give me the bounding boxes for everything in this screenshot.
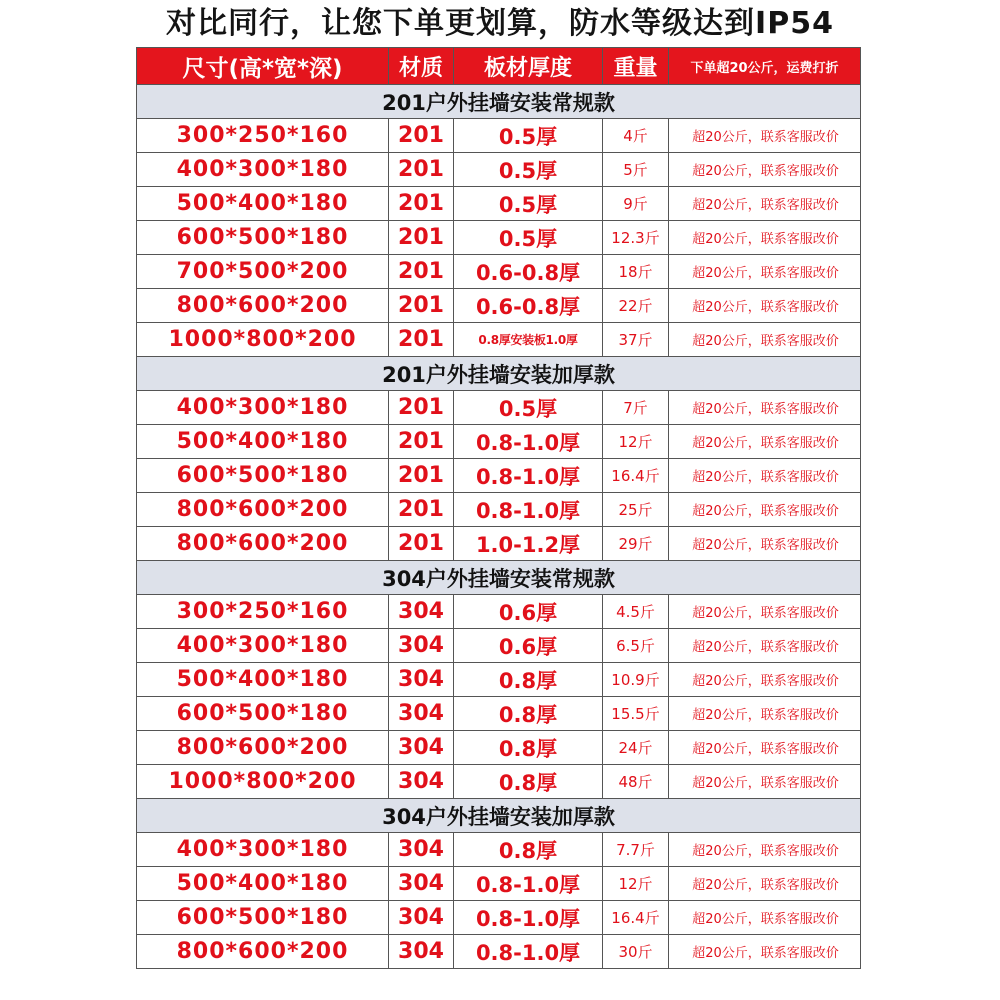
cell-material: 304 — [389, 765, 454, 799]
cell-weight: 10.9斤 — [603, 663, 669, 697]
cell-note: 超20公斤，联系客服改价 — [669, 765, 861, 799]
cell-note: 超20公斤，联系客服改价 — [669, 595, 861, 629]
cell-weight: 25斤 — [603, 493, 669, 527]
cell-material: 304 — [389, 731, 454, 765]
cell-size: 600*500*180 — [137, 459, 389, 493]
cell-note: 超20公斤，联系客服改价 — [669, 629, 861, 663]
cell-thickness: 0.8厚安装板1.0厚 — [454, 323, 603, 357]
cell-material: 304 — [389, 595, 454, 629]
cell-thickness: 0.5厚 — [454, 119, 603, 153]
cell-thickness: 0.6厚 — [454, 629, 603, 663]
cell-weight: 12.3斤 — [603, 221, 669, 255]
price-table — [136, 47, 861, 969]
cell-size: 800*600*200 — [137, 935, 389, 969]
cell-note: 超20公斤，联系客服改价 — [669, 493, 861, 527]
cell-weight: 18斤 — [603, 255, 669, 289]
cell-weight: 37斤 — [603, 323, 669, 357]
cell-size: 300*250*160 — [137, 595, 389, 629]
table-row — [137, 901, 861, 935]
table-row — [137, 425, 861, 459]
table-row — [137, 663, 861, 697]
cell-note: 超20公斤，联系客服改价 — [669, 187, 861, 221]
cell-thickness: 0.5厚 — [454, 391, 603, 425]
table-row — [137, 391, 861, 425]
cell-weight: 29斤 — [603, 527, 669, 561]
cell-size: 800*600*200 — [137, 289, 389, 323]
cell-weight: 7.7斤 — [603, 833, 669, 867]
cell-material: 304 — [389, 663, 454, 697]
cell-material: 304 — [389, 935, 454, 969]
cell-weight: 24斤 — [603, 731, 669, 765]
table-row — [137, 255, 861, 289]
cell-material: 201 — [389, 493, 454, 527]
cell-thickness: 0.6-0.8厚 — [454, 255, 603, 289]
table-row — [137, 731, 861, 765]
cell-thickness: 0.8厚 — [454, 663, 603, 697]
cell-note: 超20公斤，联系客服改价 — [669, 901, 861, 935]
cell-material: 201 — [389, 255, 454, 289]
cell-material: 201 — [389, 459, 454, 493]
section-title: 201户外挂墙安装加厚款 — [137, 357, 861, 391]
section-title: 304户外挂墙安装常规款 — [137, 561, 861, 595]
cell-note: 超20公斤，联系客服改价 — [669, 527, 861, 561]
cell-material: 201 — [389, 391, 454, 425]
table-row — [137, 153, 861, 187]
header-material: 材质 — [389, 48, 454, 85]
cell-size: 1000*800*200 — [137, 765, 389, 799]
cell-weight: 16.4斤 — [603, 459, 669, 493]
cell-weight: 12斤 — [603, 867, 669, 901]
table-row — [137, 187, 861, 221]
header-thickness: 板材厚度 — [454, 48, 603, 85]
cell-size: 500*400*180 — [137, 425, 389, 459]
cell-note: 超20公斤，联系客服改价 — [669, 425, 861, 459]
cell-material: 201 — [389, 119, 454, 153]
cell-size: 500*400*180 — [137, 867, 389, 901]
section-title: 201户外挂墙安装常规款 — [137, 85, 861, 119]
cell-thickness: 0.8厚 — [454, 731, 603, 765]
header-weight: 重量 — [603, 48, 669, 85]
cell-size: 400*300*180 — [137, 391, 389, 425]
cell-weight: 15.5斤 — [603, 697, 669, 731]
cell-material: 304 — [389, 901, 454, 935]
cell-material: 304 — [389, 833, 454, 867]
cell-thickness: 0.8-1.0厚 — [454, 867, 603, 901]
cell-thickness: 0.8厚 — [454, 697, 603, 731]
table-row — [137, 935, 861, 969]
cell-size: 400*300*180 — [137, 629, 389, 663]
cell-note: 超20公斤，联系客服改价 — [669, 935, 861, 969]
cell-note: 超20公斤，联系客服改价 — [669, 459, 861, 493]
table-row — [137, 595, 861, 629]
cell-size: 600*500*180 — [137, 221, 389, 255]
cell-thickness: 1.0-1.2厚 — [454, 527, 603, 561]
cell-size: 500*400*180 — [137, 187, 389, 221]
header-shipping-note: 下单超20公斤，运费打折 — [669, 48, 861, 85]
table-row — [137, 493, 861, 527]
cell-thickness: 0.6-0.8厚 — [454, 289, 603, 323]
cell-size: 800*600*200 — [137, 527, 389, 561]
cell-thickness: 0.8-1.0厚 — [454, 935, 603, 969]
table-row — [137, 765, 861, 799]
page-title: 对比同行，让您下单更划算，防水等级达到IP54 — [166, 6, 834, 41]
cell-material: 201 — [389, 527, 454, 561]
cell-size: 600*500*180 — [137, 697, 389, 731]
cell-size: 800*600*200 — [137, 731, 389, 765]
cell-weight: 4斤 — [603, 119, 669, 153]
cell-weight: 22斤 — [603, 289, 669, 323]
cell-weight: 7斤 — [603, 391, 669, 425]
table-row — [137, 867, 861, 901]
cell-material: 304 — [389, 629, 454, 663]
cell-thickness: 0.5厚 — [454, 221, 603, 255]
cell-thickness: 0.5厚 — [454, 187, 603, 221]
table-header-row — [137, 48, 861, 85]
cell-note: 超20公斤，联系客服改价 — [669, 663, 861, 697]
cell-weight: 48斤 — [603, 765, 669, 799]
cell-weight: 30斤 — [603, 935, 669, 969]
cell-thickness: 0.8厚 — [454, 833, 603, 867]
cell-note: 超20公斤，联系客服改价 — [669, 255, 861, 289]
cell-size: 500*400*180 — [137, 663, 389, 697]
cell-size: 400*300*180 — [137, 833, 389, 867]
cell-material: 201 — [389, 187, 454, 221]
cell-material: 304 — [389, 697, 454, 731]
cell-size: 800*600*200 — [137, 493, 389, 527]
cell-weight: 4.5斤 — [603, 595, 669, 629]
cell-thickness: 0.8-1.0厚 — [454, 901, 603, 935]
cell-note: 超20公斤，联系客服改价 — [669, 867, 861, 901]
table-row — [137, 629, 861, 663]
section-row — [137, 561, 861, 595]
cell-note: 超20公斤，联系客服改价 — [669, 731, 861, 765]
cell-thickness: 0.6厚 — [454, 595, 603, 629]
cell-material: 304 — [389, 867, 454, 901]
cell-weight: 5斤 — [603, 153, 669, 187]
cell-material: 201 — [389, 425, 454, 459]
table-row — [137, 323, 861, 357]
cell-weight: 12斤 — [603, 425, 669, 459]
cell-note: 超20公斤，联系客服改价 — [669, 153, 861, 187]
table-row — [137, 459, 861, 493]
cell-size: 700*500*200 — [137, 255, 389, 289]
table-row — [137, 833, 861, 867]
cell-material: 201 — [389, 221, 454, 255]
cell-size: 300*250*160 — [137, 119, 389, 153]
cell-weight: 6.5斤 — [603, 629, 669, 663]
cell-material: 201 — [389, 289, 454, 323]
cell-note: 超20公斤，联系客服改价 — [669, 391, 861, 425]
cell-note: 超20公斤，联系客服改价 — [669, 119, 861, 153]
cell-thickness: 0.8-1.0厚 — [454, 493, 603, 527]
cell-material: 201 — [389, 153, 454, 187]
cell-note: 超20公斤，联系客服改价 — [669, 697, 861, 731]
cell-material: 201 — [389, 323, 454, 357]
cell-note: 超20公斤，联系客服改价 — [669, 323, 861, 357]
table-row — [137, 119, 861, 153]
header-size: 尺寸(高*宽*深) — [137, 48, 389, 85]
cell-size: 600*500*180 — [137, 901, 389, 935]
cell-weight: 16.4斤 — [603, 901, 669, 935]
section-row — [137, 357, 861, 391]
cell-thickness: 0.8-1.0厚 — [454, 425, 603, 459]
cell-thickness: 0.8-1.0厚 — [454, 459, 603, 493]
table-row — [137, 221, 861, 255]
table-row — [137, 697, 861, 731]
section-title: 304户外挂墙安装加厚款 — [137, 799, 861, 833]
cell-thickness: 0.5厚 — [454, 153, 603, 187]
cell-note: 超20公斤，联系客服改价 — [669, 289, 861, 323]
table-row — [137, 289, 861, 323]
cell-note: 超20公斤，联系客服改价 — [669, 221, 861, 255]
section-row — [137, 799, 861, 833]
cell-size: 1000*800*200 — [137, 323, 389, 357]
section-row — [137, 85, 861, 119]
cell-thickness: 0.8厚 — [454, 765, 603, 799]
cell-weight: 9斤 — [603, 187, 669, 221]
cell-note: 超20公斤，联系客服改价 — [669, 833, 861, 867]
table-row — [137, 527, 861, 561]
cell-size: 400*300*180 — [137, 153, 389, 187]
